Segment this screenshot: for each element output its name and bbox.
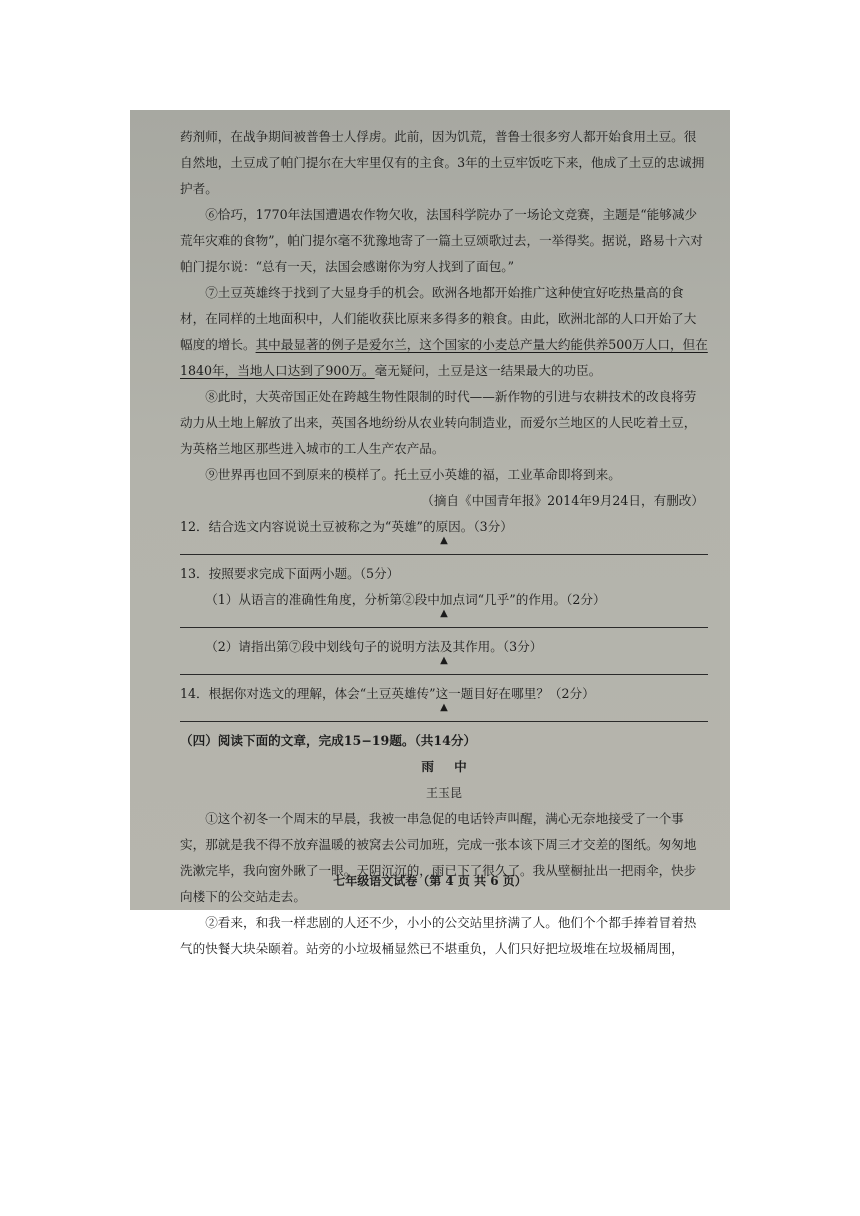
answer-line-14[interactable] xyxy=(180,702,708,722)
question-13-2: （2）请指出第⑦段中划线句子的说明方法及其作用。（3分） xyxy=(205,639,543,654)
article-author: 王玉昆 xyxy=(425,786,462,800)
answer-marker-icon: ▲ xyxy=(440,535,448,546)
paragraph-6: ⑥恰巧，1770年法国遭遇农作物欠收，法国科学院办了一场论文竞赛，主题是“能够减少荒年灾难的食物”，帕门提尔毫不犹豫地寄了一篇土豆颂歌过去，一举得奖。据说，路易十六对帕门提尔说：“总有一天，法国会感谢你为穷人找到了面包。” xyxy=(180,207,703,274)
page-footer: 七年级语文试卷（第 4 页 共 6 页） xyxy=(333,874,527,888)
article-paragraph-2: ②看来，和我一样悲剧的人还不少，小小的公交站里挤满了人。他们个个都手捧着冒着热气的快餐大块朵颐着。站旁的小垃圾桶显然已不堪重负，人们只好把垃圾堆在垃圾桶周围， xyxy=(180,915,697,956)
source-citation: （摘自《中国青年报》2014年9月24日，有删改） xyxy=(421,493,704,508)
paragraph-8: ⑧此时，大英帝国正处在跨越生物性限制的时代——新作物的引进与农耕技术的改良将劳动力从土地上解放了出来，英国各地纷纷从农业转向制造业，而爱尔兰地区的人民吃着土豆，为英格兰地区那些进入城市的工人生产农产品。 xyxy=(180,389,697,456)
article-title: 雨中 xyxy=(421,759,487,774)
answer-line-12[interactable] xyxy=(180,535,708,555)
question-13: 13．按照要求完成下面两小题。（5分） xyxy=(180,566,400,581)
question-12: 12．结合选文内容说说土豆被称之为“英雄”的原因。（3分） xyxy=(180,519,513,534)
underlined-sentence: 其中最显著的例子是爱尔兰，这个国家的小麦总产量大约能供养500万人口，但在1840年，当地人口达到了900万。 xyxy=(180,337,708,378)
passage-continuation: 药剂师，在战争期间被普鲁士人俘虏。此前，因为饥荒，普鲁士很多穷人都开始食用土豆。很自然地，土豆成了帕门提尔在大牢里仅有的主食。3年的土豆牢饭吃下来，他成了土豆的忠诚拥护者。 xyxy=(180,129,705,196)
section-4-heading: （四）阅读下面的文章，完成15−19题。（共14分） xyxy=(180,733,477,748)
answer-marker-icon: ▲ xyxy=(440,655,448,666)
paragraph-9: ⑨世界再也回不到原来的模样了。托土豆小英雄的福，工业革命即将到来。 xyxy=(205,467,621,482)
answer-marker-icon: ▲ xyxy=(440,608,448,619)
paragraph-7-ending: 毫无疑问，土豆是这一结果最大的功臣。 xyxy=(374,363,602,378)
paragraph-7 xyxy=(180,280,708,384)
question-13-1: （1）从语言的准确性角度，分析第②段中加点词“几乎”的作用。（2分） xyxy=(205,592,606,607)
paragraph-7-text: ⑦土豆英雄终于找到了大显身手的机会。欧洲各地都开始推广这种使宜好吃热量高的食材，在同样的土地面积中，人们能收获比原来多得多的粮食。由此，欧洲北部的人口开始了大幅度的增长。 xyxy=(180,285,697,352)
article-paragraph-1: ①这个初冬一个周末的早晨，我被一串急促的电话铃声叫醒，满心无奈地接受了一个事实，那就是我不得不放弃温暖的被窝去公司加班，完成一张本该下周三才交差的图纸。匆匆地洗漱完毕，我向窗外瞅了一眼。天阴沉沉的，雨已下了很久了。我从壁橱扯出一把雨伞，快步向楼下的公交站走去。 xyxy=(180,811,697,904)
answer-line-13-1[interactable] xyxy=(180,608,708,628)
question-14: 14．根据你对选文的理解，体会“土豆英雄传”这一题目好在哪里？（2分） xyxy=(180,686,595,701)
exam-page xyxy=(130,110,730,956)
answer-marker-icon: ▲ xyxy=(440,702,448,713)
answer-line-13-2[interactable] xyxy=(180,655,708,675)
